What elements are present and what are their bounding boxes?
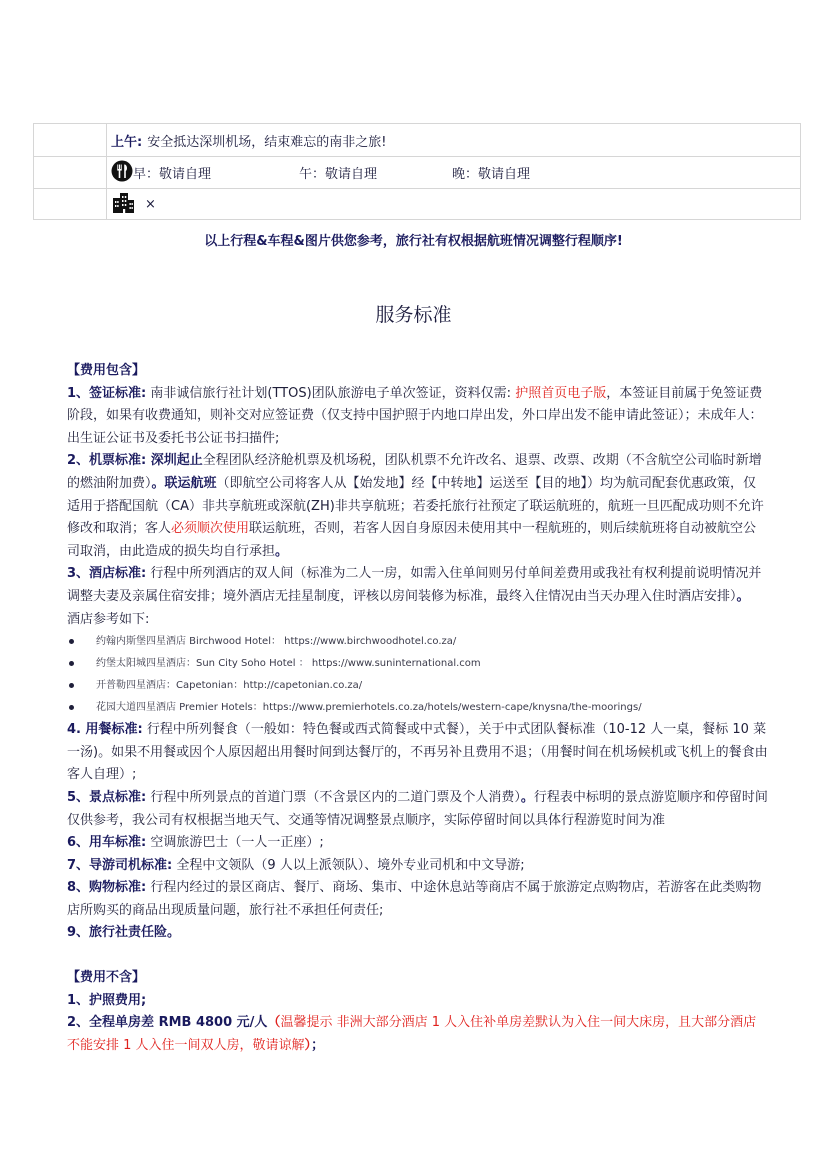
morning-label: 上午: (111, 134, 143, 150)
service-standards-content (67, 360, 769, 1057)
excluded-heading: 【费用不含】 (67, 970, 146, 986)
itinerary-day-cell (34, 124, 107, 156)
hotel-reference-list (67, 631, 769, 719)
visa-standard: 1、签证标准: 南非诚信旅行社计划(TTOS)团队旅游电子单次签证，资料仅需: 护照首页电子版，本签证目前属于免签证费阶段，如果有收费通知，则补交对应签证费（仅支持中国护照于内地口岸出发，外口岸出发不能申请此签证）；未成年人：出生证公证书及委托书公证书扫描件; (67, 385, 763, 446)
passport-fee: 1、护照费用; (67, 992, 147, 1008)
breakfast-text: 早：敬请自理 (133, 167, 212, 182)
hotel-reference-label: 酒店参考如下: (67, 611, 150, 627)
hotel-standard: 3、酒店标准: 行程中所列酒店的双人间（标准为二人一房，如需入住单间则另付单间差费用或我社有权利提前说明情况并调整夫妻及亲属住宿安排；境外酒店无挂星制度，评核以房间装修为标准，最终入住情况由当天办理入住时酒店安排）。 (67, 566, 762, 604)
itinerary-notice: 以上行程&车程&图片供您参考，旅行社有权根据航班情况调整行程顺序! (204, 234, 623, 249)
morning-text: 安全抵达深圳机场，结束难忘的南非之旅! (147, 134, 387, 150)
hotel-building-icon (111, 191, 135, 217)
included-heading: 【费用包含】 (67, 363, 146, 378)
meal-standard: 4. 用餐标准: 行程中所列餐食（一般如：特色餐或西式简餐或中式餐），关于中式团队餐标准（10-12 人一桌，餐标 10 菜一汤)。如果不用餐或因个人原因超出用餐时间到达餐厅的，不再另补且费用不退；（用餐时间在机场候机或飞机上的餐食由客人自理）; (67, 722, 768, 783)
single-room-supplement: 2、全程单房差 RMB 4800 元/人（温馨提示 非洲大部分酒店 1 人入住补单房差默认为入住一间大床房，且大部分酒店不能安排 1 人入住一间双人房，敬请谅解）； (67, 1015, 757, 1053)
list-item: 约翰内斯堡四星酒店 Birchwood Hotel： https://www.birchwoodhotel.co.za/ (67, 631, 769, 653)
itinerary-row-hotel (34, 188, 800, 219)
hotel-none-mark: × (145, 196, 156, 212)
dinner-text: 晚：敬请自理 (452, 167, 531, 182)
guide-standard: 7、导游司机标准: 全程中文领队（9 人以上派领队）、境外专业司机和中文导游; (67, 857, 525, 873)
lunch-text: 午：敬请自理 (299, 167, 378, 182)
list-item: 开普勒四星酒店：Capetonian：http://capetonian.co.za/ (67, 675, 769, 697)
itinerary-row-meals (34, 156, 800, 188)
scenic-standard: 5、景点标准: 行程中所列景点的首道门票（不含景区内的二道门票及个人消费）。行程表中标明的景点游览顺序和停留时间仅供参考，我公司有权根据当地天气、交通等情况调整景点顺序，实际停留时间以具体行程游览时间为准 (67, 789, 768, 828)
itinerary-row-morning (34, 124, 800, 156)
itinerary-table (33, 123, 801, 220)
utensils-icon (111, 160, 133, 186)
shopping-standard: 8、购物标准: 行程内经过的景区商店、餐厅、商场、集市、中途休息站等商店不属于旅游定点购物店，若游客在此类购物店所购买的商品出现质量问题，旅行社不承担任何责任; (67, 880, 762, 918)
section-title: 服务标准 (375, 304, 452, 326)
list-item: 花园大道四星酒店 Premier Hotels：https://www.premierhotels.co.za/hotels/western-cape/knysna/the-moorings/ (67, 697, 769, 719)
list-item: 约堡太阳城四星酒店：Sun City Soho Hotel ： https://www.suninternational.com (67, 653, 769, 675)
insurance-standard: 9、旅行社责任险。 (67, 925, 181, 941)
air-ticket-standard: 2、机票标准: 深圳起止全程团队经济舱机票及机场税，团队机票不允许改名、退票、改票、改期（不含航空公司临时新增的燃油附加费）。联运航班（即航空公司将客人从【始发地】经【中转地】运送至【目的地】）均为航司配套优惠政策，仅适用于搭配国航（CA）非共享航班或深航(ZH)非共享航班；若委托旅行社预定了联运航班的，航班一旦匹配成功则不允许修改和取消；客人必须顺次使用联运航班，否则，若客人因自身原因未使用其中一程航班的，则后续航班将自动被航空公司取消，由此造成的损失均自行承担。 (67, 453, 764, 559)
car-standard: 6、用车标准: 空调旅游巴士（一人一正座）; (67, 835, 324, 851)
